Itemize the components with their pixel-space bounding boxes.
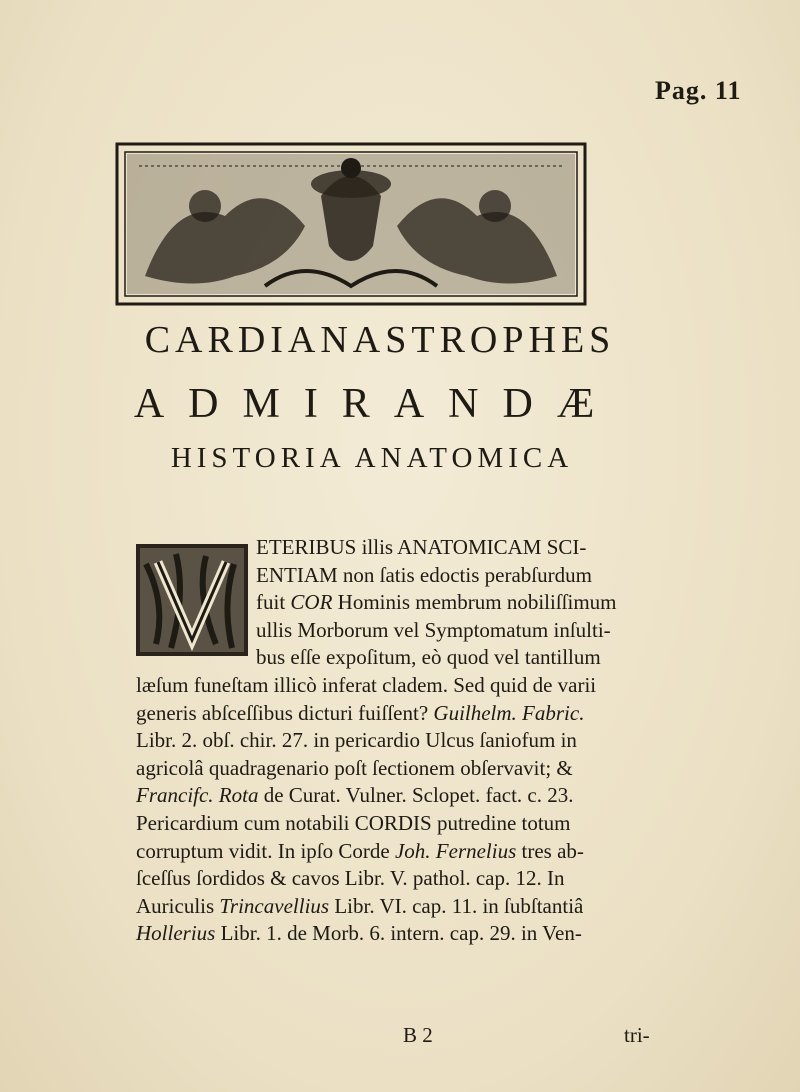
page-number: Pag. 11: [655, 76, 742, 105]
title-line-3: HISTORIA ANATOMICA: [170, 442, 574, 474]
title-line-2: ADMIRANDÆ: [133, 381, 619, 427]
text-line: ETERIBUS illis ANATOMICAM SCI-: [256, 535, 587, 559]
text-line: fuit COR Hominis membrum nobiliſſimum: [256, 590, 617, 615]
text-line: generis abſceſſibus dicturi fuiſſent? Guilhelm. Fabric.: [136, 700, 585, 725]
catchword: tri-: [624, 1023, 650, 1047]
signature-mark: B 2: [403, 1023, 433, 1047]
text-line: Francifc. Rota de Curat. Vulner. Sclopet. fact. c. 23.: [136, 783, 574, 808]
body-text: [136, 534, 658, 948]
text-line: bus eſſe expoſitum, eò quod vel tantillum: [256, 645, 601, 670]
text-line: corruptum vidit. In ipſo Corde Joh. Fernelius tres ab-: [136, 838, 584, 863]
text-line: ſceſſus ſordidos & cavos Libr. V. pathol. cap. 12. In: [136, 866, 565, 891]
text-line: ENTIAM non ſatis edoctis perabſurdum: [256, 562, 592, 587]
text-line: læſum funeſtam illicò inferat cladem. Sed quid de varii: [136, 672, 597, 697]
text-line: Hollerius Libr. 1. de Morb. 6. intern. cap. 29. in Ven-: [136, 921, 582, 946]
text-line: Pericardium cum notabili CORDIS putredine totum: [136, 810, 571, 835]
text-line: agricolâ quadragenario poſt ſectionem obſervavit; &: [136, 755, 573, 780]
ornamental-headpiece: [115, 136, 587, 306]
text-line: Auriculis Trincavellius Libr. VI. cap. 11. in ſubſtantiâ: [136, 893, 584, 918]
text-line: Libr. 2. obſ. chir. 27. in pericardio Ulcus ſaniofum in: [136, 728, 577, 753]
text-line: ullis Morborum vel Symptomatum inſulti-: [256, 617, 611, 642]
title-line-1: CARDIANASTROPHES: [144, 319, 616, 361]
